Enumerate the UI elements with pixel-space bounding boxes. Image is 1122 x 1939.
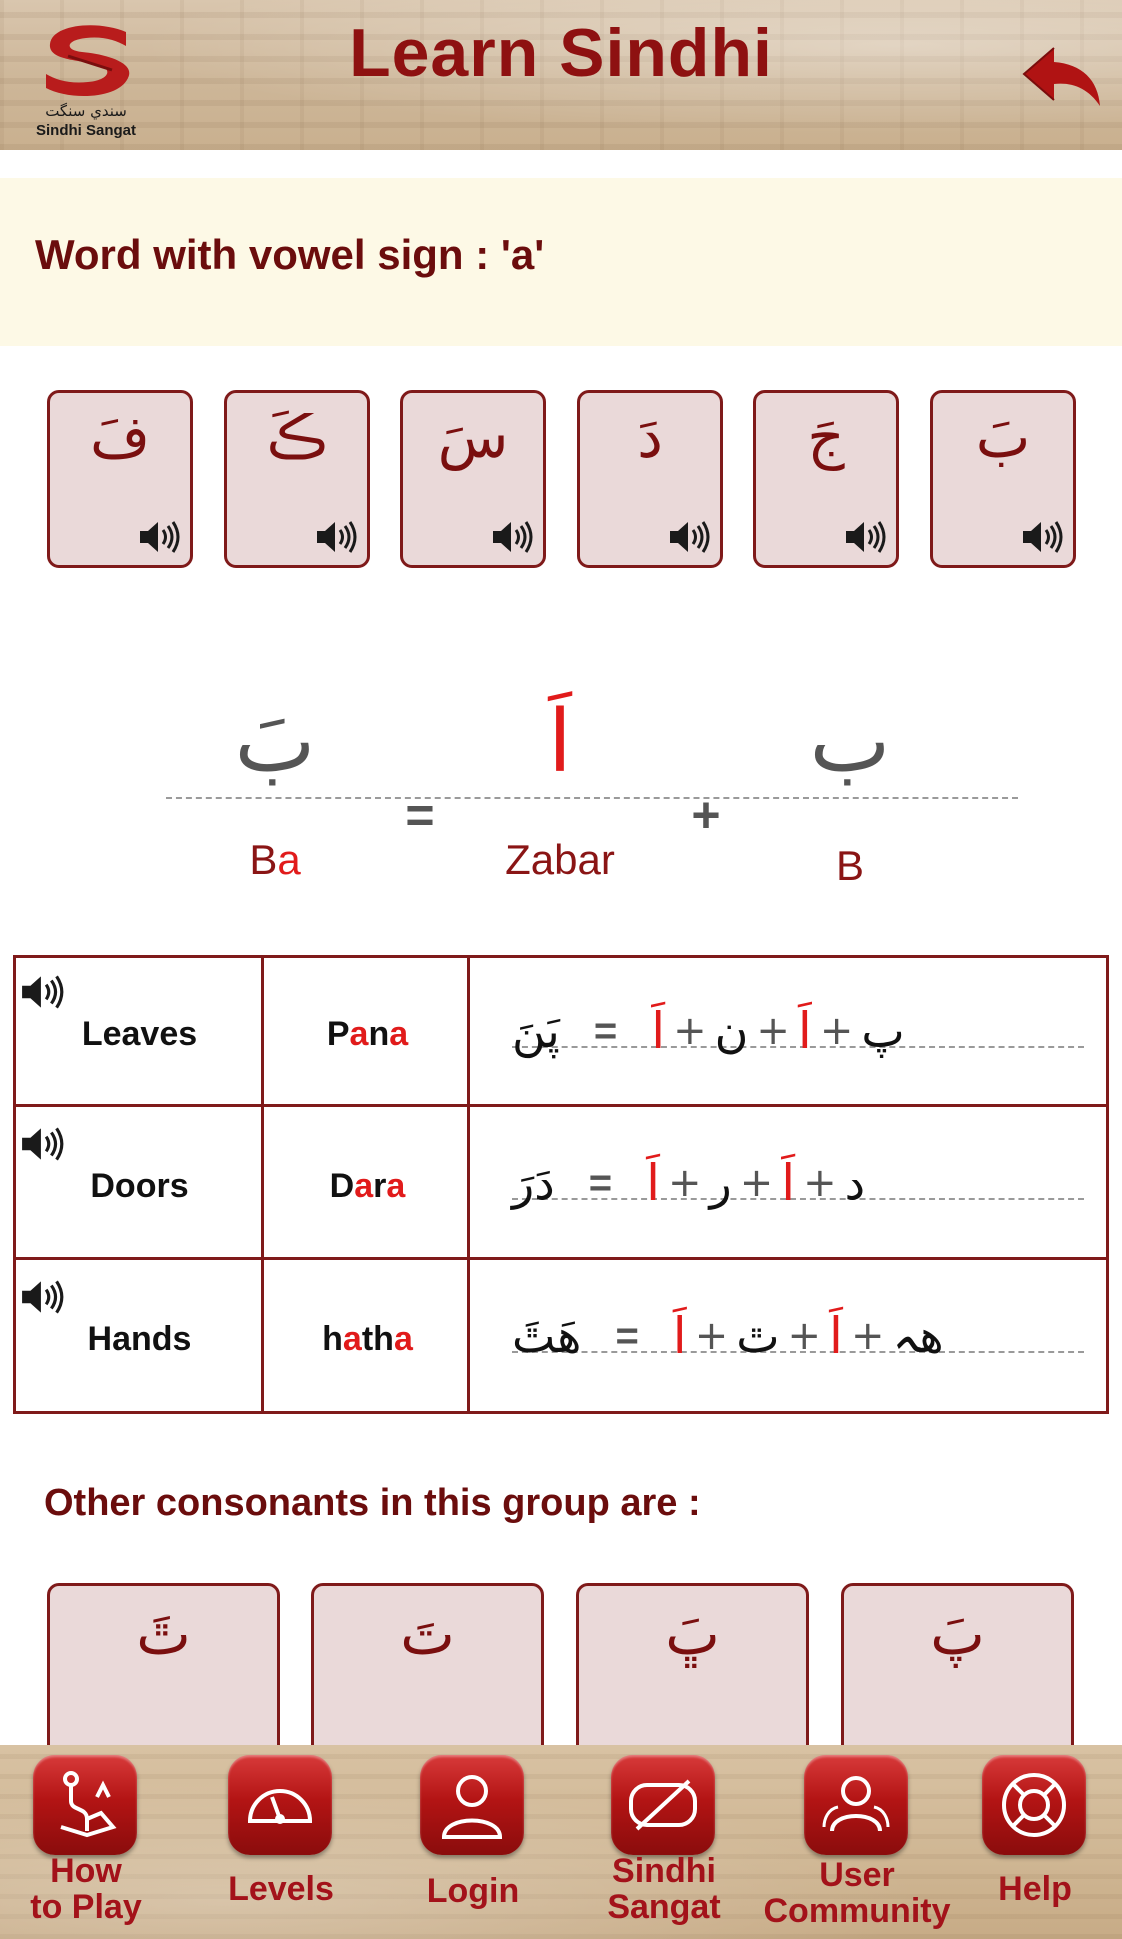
formula-plus: + (803, 1160, 837, 1206)
translit-consonant: D (329, 1166, 355, 1205)
word-arabic: دَرَ (512, 1156, 555, 1210)
gauge-icon (242, 1767, 318, 1843)
formula-part: اَ (797, 1002, 812, 1060)
formula-equals: = (615, 1313, 639, 1358)
letter-glyph: ڀَ (665, 1600, 720, 1668)
table-row (16, 958, 1106, 1110)
table-row (16, 1110, 1106, 1262)
other-consonants-title: Other consonants in this group are : (44, 1482, 701, 1524)
speaker-icon (1021, 519, 1065, 555)
letter-tile[interactable] (400, 390, 546, 568)
formula-part: اَ (829, 1307, 843, 1365)
formula-part: پ (861, 1004, 905, 1058)
formula-plus: + (819, 1008, 854, 1054)
letter-tile[interactable] (224, 390, 370, 568)
baseline-dashed (166, 797, 1018, 799)
page-title: Learn Sindhi (349, 15, 773, 91)
formula-part: هہ (892, 1309, 944, 1363)
sangat-logo-icon (625, 1767, 701, 1843)
result-label-base: B (249, 836, 278, 883)
formula-equals: = (588, 1160, 613, 1205)
nav-label-line-1: User (819, 1856, 895, 1894)
word-arabic: هَٿَ (512, 1309, 582, 1363)
nav-label-line-1: How (50, 1852, 122, 1890)
word-formula (472, 1263, 1106, 1415)
back-arrow-icon[interactable] (1020, 42, 1104, 112)
equation-result: بَ (234, 692, 316, 792)
translit-vowel: a (349, 1014, 369, 1053)
letter-glyph: پَ (930, 1600, 985, 1668)
translit-vowel: a (393, 1319, 413, 1358)
nav-levels[interactable] (206, 1745, 356, 1939)
translit-consonant: n (368, 1014, 390, 1053)
bottom-nav (0, 1745, 1122, 1939)
nav-label-line-2: to Play (30, 1888, 142, 1926)
route-icon (47, 1767, 123, 1843)
nav-button (420, 1755, 524, 1855)
formula-part: اَ (651, 1002, 666, 1060)
speaker-icon (844, 519, 888, 555)
result-label-vowel: a (277, 836, 301, 883)
word-formula (472, 958, 1106, 1110)
letter-tile[interactable] (577, 390, 723, 568)
nav-button (33, 1755, 137, 1855)
nav-button (804, 1755, 908, 1855)
equation-equals: = (405, 787, 435, 843)
formula-part: اَ (781, 1154, 796, 1212)
nav-how-to-play[interactable] (11, 1745, 161, 1939)
nav-label (569, 1853, 759, 1925)
nav-button (228, 1755, 332, 1855)
letter-glyph: ڪَ (266, 403, 328, 471)
word-meaning: Leaves (81, 1014, 198, 1053)
formula-part: ن (714, 1004, 749, 1058)
nav-help[interactable] (960, 1745, 1110, 1939)
word-transliteration (266, 1110, 469, 1262)
formula-plus: + (739, 1160, 774, 1206)
logo-name-text: Sindhi Sangat (35, 122, 136, 139)
equation-base-label: B (835, 842, 864, 889)
formula-plus: + (850, 1313, 885, 1359)
word-formula (472, 1110, 1106, 1262)
translit-vowel: a (354, 1166, 374, 1205)
word-meaning: Doors (90, 1166, 189, 1205)
formula-plus: + (756, 1008, 790, 1054)
translit-vowel: a (386, 1166, 406, 1205)
nav-user-community[interactable] (763, 1745, 951, 1939)
letter-glyph: ٿَ (136, 1600, 191, 1668)
formula-part: د (844, 1156, 866, 1210)
translit-consonant: r (373, 1166, 387, 1205)
logo-urdu-text: سندي سنگت (45, 102, 127, 120)
word-transliteration (266, 958, 469, 1110)
nav-label (762, 1857, 952, 1929)
speaker-icon (315, 519, 359, 555)
speaker-icon (491, 519, 535, 555)
formula-part: ر (709, 1156, 732, 1210)
letter-tile[interactable] (930, 390, 1076, 568)
nav-label (0, 1853, 181, 1925)
nav-login[interactable] (398, 1745, 548, 1939)
nav-label-line-2: Community (763, 1892, 951, 1930)
instruction-band (0, 178, 1122, 346)
nav-label: Help (998, 1870, 1072, 1908)
formula-equals: = (593, 1008, 618, 1053)
formula-part: اَ (646, 1154, 660, 1212)
equation-base: ب (809, 692, 891, 792)
letter-glyph: دَ (637, 403, 663, 471)
word-table (13, 955, 1109, 1414)
equation-vowel: اَ (548, 692, 572, 792)
nav-label-line-1: Sindhi (612, 1852, 716, 1890)
nav-button (611, 1755, 715, 1855)
translit-consonant: P (326, 1014, 350, 1053)
formula-part: ٿ (736, 1309, 780, 1363)
letter-glyph: بَ (975, 403, 1031, 471)
translit-vowel: a (342, 1319, 362, 1358)
nav-button (982, 1755, 1086, 1855)
instruction-text: Word with vowel sign : 'a' (35, 231, 545, 278)
translit-consonant: h (322, 1319, 343, 1358)
formula-part: اَ (672, 1307, 687, 1365)
nav-sindhi-sangat[interactable] (589, 1745, 739, 1939)
equation-result-label (200, 836, 350, 884)
letter-glyph: جَ (807, 403, 845, 471)
community-icon (818, 1767, 894, 1843)
equation-vowel-label: Zabar (505, 836, 615, 883)
nav-label-line-2: Sangat (607, 1888, 721, 1926)
letter-glyph: سَ (437, 403, 509, 471)
letter-glyph: فَ (89, 403, 151, 471)
letter-tile[interactable] (753, 390, 899, 568)
equation-plus: + (691, 787, 721, 843)
table-row (16, 1263, 1106, 1415)
formula-plus: + (673, 1008, 707, 1054)
formula-plus: + (787, 1313, 822, 1359)
word-meaning: Hands (87, 1319, 192, 1358)
translit-vowel: a (389, 1014, 409, 1053)
speaker-icon (138, 519, 182, 555)
letter-glyph: تَ (400, 1600, 455, 1668)
letter-tile[interactable] (47, 390, 193, 568)
nav-label: Login (426, 1872, 520, 1910)
speaker-icon (668, 519, 712, 555)
formula-plus: + (694, 1313, 729, 1359)
word-arabic: پَنَ (512, 1004, 560, 1058)
user-icon (434, 1767, 510, 1843)
word-transliteration (266, 1263, 469, 1415)
nav-label: Levels (228, 1870, 334, 1908)
translit-consonant: th (361, 1319, 394, 1358)
formula-plus: + (667, 1160, 702, 1206)
lifebuoy-icon (996, 1767, 1072, 1843)
app-header (0, 0, 1122, 150)
